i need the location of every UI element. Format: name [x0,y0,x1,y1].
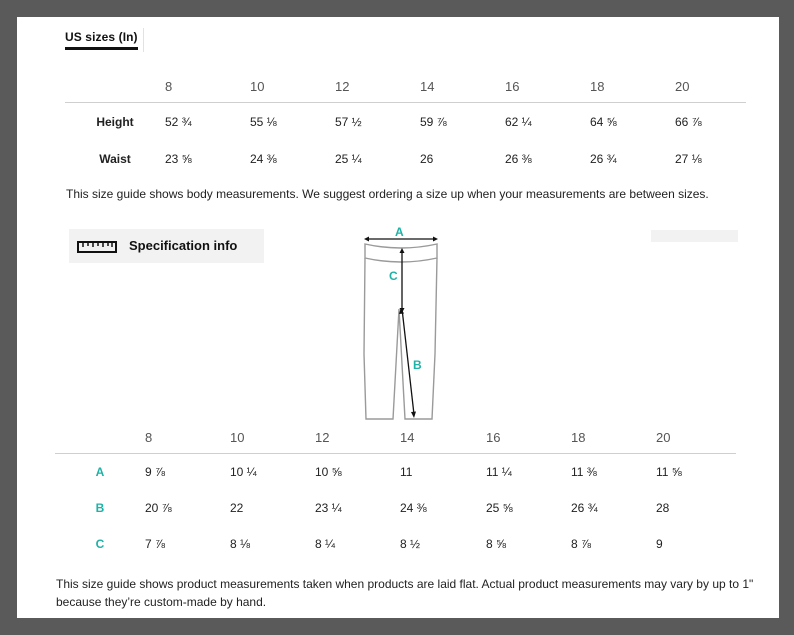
table-cell: 27 ⅛ [675,151,702,166]
table-cell: 66 ⅞ [675,114,702,129]
table-cell: 11 ⅜ [571,465,597,479]
size-header: 18 [571,429,586,445]
table-cell: 28 [656,501,670,515]
size-header: 8 [145,429,153,445]
tab-us-sizes[interactable]: US sizes (In) [65,30,138,50]
size-header: 12 [335,78,350,94]
size-guide-sheet [17,17,779,618]
diagram-label-c: C [389,269,398,283]
table-cell: 25 ⅝ [486,501,513,515]
size-header: 16 [505,78,520,94]
table-cell: 10 ¼ [230,465,257,479]
header-empty-cell [55,421,145,454]
product-measurements-note: This size guide shows product measurements taken when products are laid flat. Actual product measurements may vary by up to 1" because they’re custom-made by hand. [56,577,754,609]
diagram-label-a: A [395,225,404,239]
table-row [65,103,746,141]
table-cell: 23 ⅝ [165,151,192,166]
row-label-c: C [95,537,105,551]
product-measurements-table [55,421,736,562]
body-measurements-note: This size guide shows body measurements. We suggest ordering a size up when your measurements are between sizes. [66,187,709,201]
table-header-row [55,421,736,454]
table-cell: 62 ¼ [505,114,532,129]
size-header: 20 [675,78,690,94]
size-header: 12 [315,429,330,445]
header-empty-cell [65,70,165,103]
size-header: 8 [165,78,173,94]
placeholder-box [651,230,738,242]
table-cell: 26 [420,151,434,166]
size-header: 10 [250,78,265,94]
table-cell: 8 ⅛ [230,537,251,551]
table-cell: 11 ⅝ [656,465,682,479]
table-header-row [65,70,746,103]
table-cell: 8 ⅞ [571,537,592,551]
diagram-label-b: B [413,358,422,372]
table-cell: 11 [400,465,413,479]
table-cell: 9 [656,537,663,551]
table-cell: 8 ¼ [315,537,336,551]
table-cell: 24 ⅜ [400,501,427,515]
table-cell: 20 ⅞ [145,501,172,515]
size-header: 18 [590,78,605,94]
size-header: 10 [230,429,245,445]
specification-title: Specification info [129,238,238,253]
table-cell: 7 ⅞ [145,537,166,551]
size-header: 14 [420,78,435,94]
table-cell: 22 [230,501,244,515]
table-row [55,526,736,562]
table-cell: 8 ½ [400,537,421,551]
specification-header [69,229,264,263]
size-header: 16 [486,429,501,445]
tab-divider [143,28,144,52]
leggings-diagram [357,224,467,429]
table-cell: 24 ⅜ [250,151,277,166]
row-label-height: Height [96,114,134,129]
table-cell: 10 ⅝ [315,465,342,479]
table-cell: 59 ⅞ [420,114,447,129]
row-label-b: B [95,501,105,515]
size-header: 14 [400,429,415,445]
table-cell: 11 ¼ [486,465,512,479]
table-row [65,140,746,177]
row-label-a: A [95,465,105,479]
table-cell: 26 ¾ [571,501,598,515]
table-cell: 23 ¼ [315,501,342,515]
table-cell: 8 ⅝ [486,537,507,551]
table-cell: 9 ⅞ [145,465,166,479]
ruler-icon [77,240,117,258]
size-header: 20 [656,429,671,445]
table-cell: 26 ¾ [590,151,617,166]
table-cell: 52 ¾ [165,114,192,129]
table-row [55,490,736,526]
table-cell: 26 ⅜ [505,151,532,166]
table-cell: 25 ¼ [335,151,362,166]
table-cell: 55 ⅛ [250,114,277,129]
body-measurements-table [65,70,746,177]
table-cell: 57 ½ [335,114,362,129]
table-row [55,454,736,491]
table-cell: 64 ⅝ [590,114,617,129]
row-label-waist: Waist [99,151,131,166]
